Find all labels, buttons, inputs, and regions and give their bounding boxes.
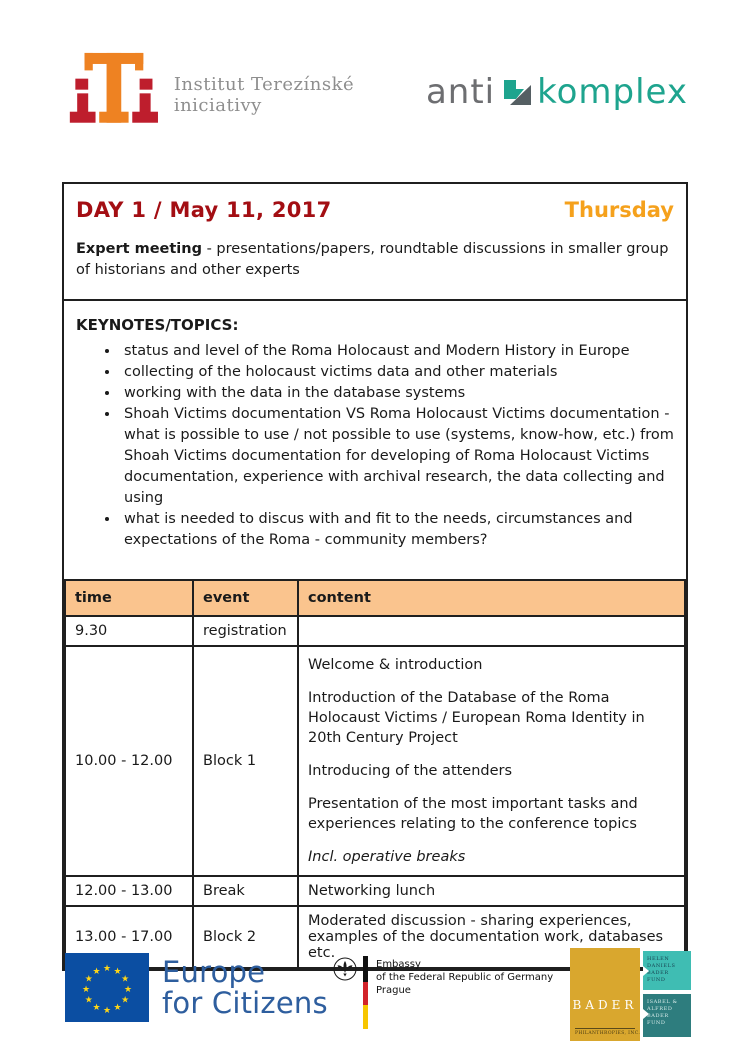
- keynote-item: • collecting of the holocaust victims data and other materials: [120, 362, 674, 383]
- keynotes-section: [64, 299, 686, 579]
- bader-fund2-square: [643, 994, 691, 1037]
- german-eagle-icon: [333, 956, 357, 982]
- antikomplex-word-anti: anti: [425, 72, 496, 112]
- table-row: [65, 876, 685, 906]
- bader-philanthropies-logo: [570, 948, 692, 1041]
- eu-flag-icon: [65, 953, 149, 1022]
- keynote-item: • what is needed to discus with and fit to the needs, circumstances and expectations of the Roma - community members?: [120, 509, 674, 551]
- svg-text:★: ★: [92, 967, 101, 977]
- keynotes-list: [76, 341, 674, 551]
- column-header-time: time: [65, 580, 193, 616]
- embassy-line1: Embassy: [376, 959, 421, 970]
- top-logo-strip: [68, 44, 688, 128]
- time-cell: 12.00 - 13.00: [65, 876, 193, 906]
- event-cell: Break: [193, 876, 298, 906]
- time-cell: 9.30: [65, 616, 193, 646]
- keynote-item: • Shoah Victims documentation VS Roma Holocaust Victims documentation - what is possible to use / not possible to use (systems, know-how, etc.) from Shoah Victims documentation for developing of Roma Holocaust Victims documentation, experience with archival research, the data collecting and using: [120, 404, 674, 509]
- content-paragraph: Presentation of the most important tasks and experiences relating to the conference topics: [308, 796, 638, 832]
- event-cell: registration: [193, 616, 298, 646]
- svg-text:★: ★: [81, 985, 91, 995]
- event-cell: Block 2: [193, 906, 298, 968]
- svg-text:★: ★: [102, 1006, 112, 1016]
- iti-logo-text: Institut Terezínské iniciativy: [173, 74, 355, 116]
- embassy-line3: Prague: [376, 985, 411, 996]
- keynote-item: • working with the data in the database systems: [120, 383, 674, 404]
- content-paragraph: Welcome & introduction: [308, 657, 483, 673]
- svg-text:★: ★: [102, 964, 112, 974]
- day-title: DAY 1 / May 11, 2017: [76, 198, 332, 222]
- content-note: Incl. operative breaks: [308, 849, 466, 865]
- column-header-event: event: [193, 580, 298, 616]
- table-row: [65, 646, 685, 876]
- table-header-row: [65, 580, 685, 616]
- meeting-description-rest: - presentations/papers, roundtable discussions in smaller group of historians and other experts: [76, 241, 669, 278]
- svg-text:★: ★: [84, 974, 93, 985]
- keynote-item: • status and level of the Roma Holocaust and Modern History in Europe: [120, 341, 674, 362]
- table-row: [65, 616, 685, 646]
- svg-text:★: ★: [121, 974, 130, 985]
- event-cell: Block 1: [193, 646, 298, 876]
- svg-text:★: ★: [123, 985, 133, 995]
- bader-fund2-text: ISABEL & ALFRED BADER FUND: [647, 999, 678, 1026]
- bader-fund1-square: [643, 951, 691, 990]
- iti-logo-icon: [68, 44, 160, 128]
- bader-subtitle: PHILANTHROPIES, INC.: [575, 1028, 635, 1036]
- content-paragraph: Introducing of the attenders: [308, 763, 513, 779]
- day-header-section: [64, 184, 686, 299]
- time-cell: 13.00 - 17.00: [65, 906, 193, 968]
- europe-for-citizens-logo: [65, 953, 328, 1022]
- eu-logo-line1: Europe: [162, 954, 266, 989]
- meeting-description: [76, 239, 674, 281]
- embassy-text: [376, 958, 553, 997]
- svg-text:★: ★: [84, 995, 93, 1006]
- bader-fund1-text: HELEN DANIELS BADER FUND: [647, 956, 676, 983]
- german-flag-stripe: [363, 956, 368, 1029]
- content-cell: Networking lunch: [298, 876, 685, 906]
- content-cell: [298, 616, 685, 646]
- iti-logo: [68, 44, 426, 128]
- meeting-description-lead: Expert meeting: [76, 241, 202, 257]
- embassy-line2: of the Federal Republic of Germany: [376, 972, 554, 983]
- schedule-table: [64, 579, 686, 969]
- antikomplex-logo: [426, 72, 688, 112]
- svg-text:★: ★: [121, 995, 130, 1006]
- bader-name: BADER: [572, 998, 638, 1012]
- antikomplex-check-icon: [502, 77, 532, 107]
- content-paragraph: Introduction of the Database of the Roma Holocaust Victims / European Roma Identity in 20th Century Project: [308, 690, 645, 746]
- content-cell: Moderated discussion - sharing experiences, examples of the documentation work, databases etc.: [298, 906, 685, 968]
- svg-text:★: ★: [113, 1003, 122, 1013]
- eu-logo-line2: for Citizens: [162, 985, 328, 1020]
- keynotes-heading: KEYNOTES/TOPICS:: [76, 316, 239, 334]
- german-embassy-logo: [333, 956, 553, 1029]
- bader-gold-square: [570, 948, 640, 1041]
- day-program-box: [62, 182, 688, 971]
- weekday-label: Thursday: [564, 198, 674, 222]
- antikomplex-word-komplex: komplex: [537, 72, 688, 112]
- eu-logo-text: [162, 954, 328, 1020]
- time-cell: 10.00 - 12.00: [65, 646, 193, 876]
- column-header-content: content: [298, 580, 685, 616]
- svg-text:★: ★: [92, 1003, 101, 1013]
- content-cell: [298, 646, 685, 876]
- svg-text:★: ★: [113, 967, 122, 977]
